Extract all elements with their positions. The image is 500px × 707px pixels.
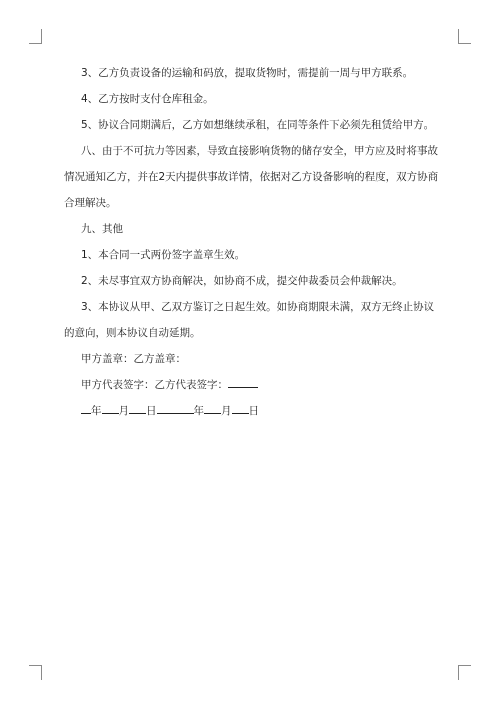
clause-3-transport: 3、乙方负责设备的运输和码放，提取货物时，需提前一周与甲方联系。 xyxy=(81,67,414,79)
year-blank-2[interactable] xyxy=(157,402,194,414)
clause-5-renewal: 5、协议合同期满后，乙方如想继续承租，在同等条件下必须先租赁给甲方。 xyxy=(81,119,435,131)
year-label-1: 年 xyxy=(91,405,102,417)
clause-4-rent: 4、乙方按时支付仓库租金。 xyxy=(81,93,214,105)
document-body xyxy=(64,60,444,424)
crop-mark-top-right xyxy=(458,29,471,44)
signature-line xyxy=(64,372,444,398)
date-line xyxy=(64,398,444,424)
month-blank-2[interactable] xyxy=(204,402,221,414)
other-clause-2: 2、未尽事宜双方协商解决，如协商不成，提交仲裁委员会仲裁解决。 xyxy=(81,275,403,287)
day-label-2: 日 xyxy=(248,405,259,417)
section-8-force-majeure: 八、由于不可抗力等因素，导致直接影响货物的储存安全，甲方应及时将事故情况通知乙方，并在2天内提供事故详情，依据对乙方设备影响的程度，双方协商合理解决。 xyxy=(64,145,439,209)
signature-line-text: 甲方代表签字：乙方代表签字： xyxy=(81,379,228,391)
crop-mark-bottom-right xyxy=(458,665,471,680)
day-label-1: 日 xyxy=(146,405,157,417)
section-9-heading: 九、其他 xyxy=(81,223,123,235)
month-label-2: 月 xyxy=(221,405,232,417)
crop-mark-bottom-left xyxy=(29,665,42,680)
year-label-2: 年 xyxy=(193,405,204,417)
year-blank-1[interactable] xyxy=(81,402,91,414)
signature-blank[interactable] xyxy=(228,376,258,388)
other-clause-1: 1、本合同一式两份签字盖章生效。 xyxy=(81,249,246,261)
day-blank-2[interactable] xyxy=(232,402,249,414)
seal-line: 甲方盖章：乙方盖章： xyxy=(81,353,186,365)
day-blank-1[interactable] xyxy=(129,402,146,414)
other-clause-3: 3、本协议从甲、乙双方鉴订之日起生效。如协商期限未满，双方无终止协议的意向，则本协议自动延期。 xyxy=(64,301,435,339)
crop-mark-top-left xyxy=(29,29,42,44)
month-label-1: 月 xyxy=(118,405,129,417)
month-blank-1[interactable] xyxy=(102,402,119,414)
